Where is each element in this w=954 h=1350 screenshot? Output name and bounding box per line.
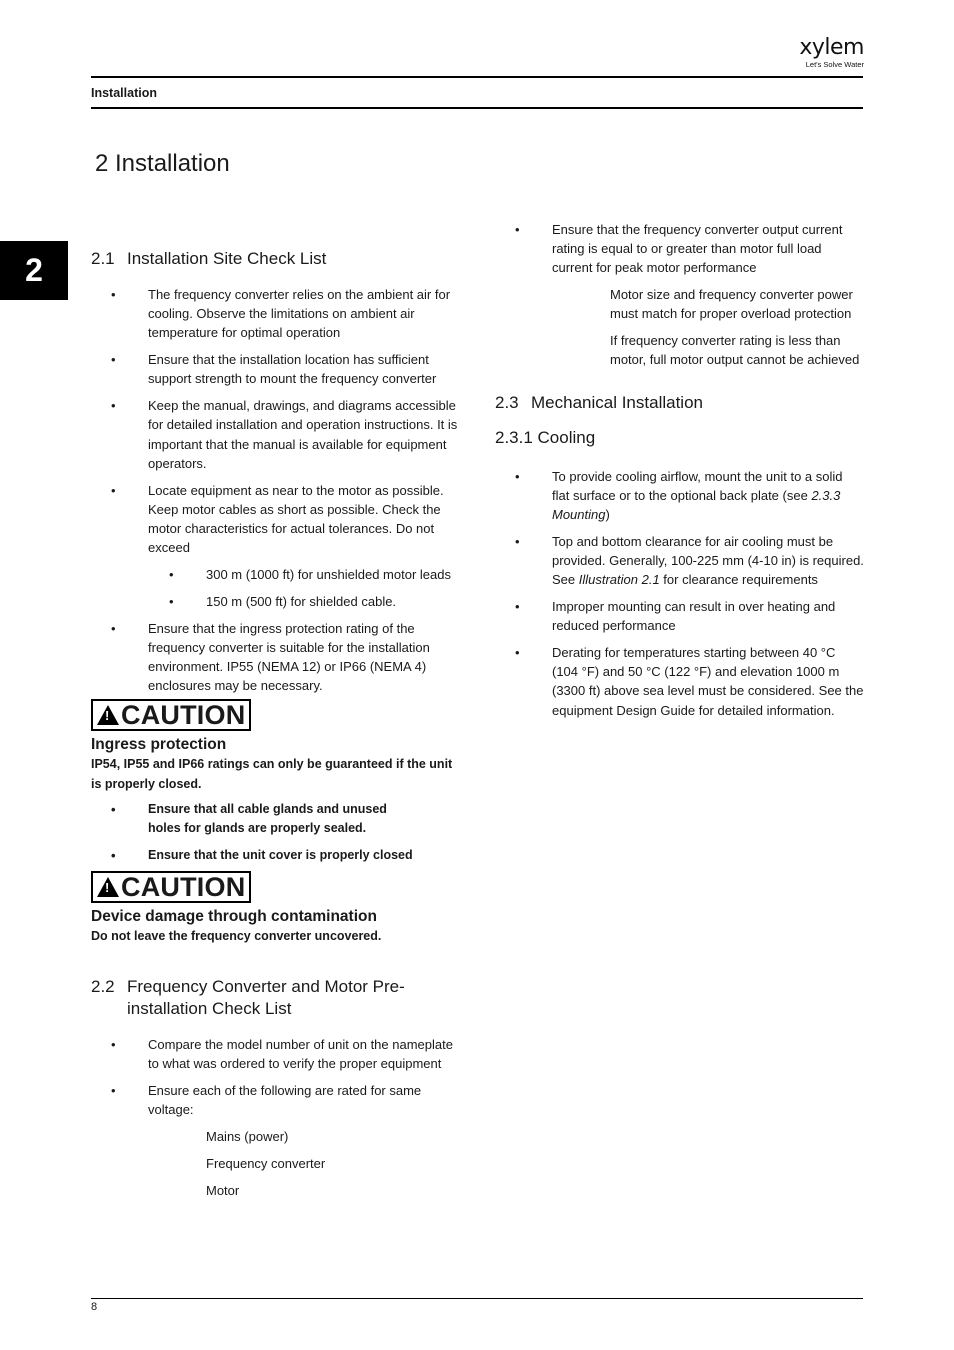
header-rule-bottom — [91, 107, 863, 109]
caution-label — [91, 871, 251, 903]
section-2-2-heading — [91, 976, 459, 1020]
voltage-item: Mains (power) — [206, 1129, 289, 1145]
caution-text: Do not leave the frequency converter uncovered. — [91, 929, 382, 944]
section-number: 2.3 — [495, 392, 519, 412]
note-item: If frequency converter rating is less than motor, full motor output cannot be achieved — [610, 333, 860, 368]
list-item: • Locate equipment as near to the motor as possible. Keep motor cables as short as possible. Check the motor characteristics for actual tolerances. Do not exceed — [91, 481, 459, 558]
list-item: • Ensure that the unit cover is properly closed — [91, 846, 459, 865]
caution-heading: Device damage through contamination — [91, 908, 377, 926]
list-item: • Ensure that the ingress protection rating of the frequency converter is suitable for the installation environment. IP55 (NEMA 12) or IP66 (NEMA 4) enclosures may be necessary. — [91, 619, 459, 696]
subsection-2-3-1-heading: 2.3.1 Cooling — [495, 427, 596, 447]
list-item: • 300 m (1000 ft) for unshielded motor leads — [91, 565, 459, 584]
cross-reference[interactable]: 2.3.3 Mounting — [552, 487, 841, 523]
list-item: • Top and bottom clearance for air cooling must be provided. Generally, 100-225 mm (4-10 in) is required. See Illustration 2.1 for clearance requirements — [495, 532, 865, 590]
cable-length-list — [91, 565, 459, 611]
caution-label — [91, 699, 251, 731]
caution-heading: Ingress protection — [91, 736, 227, 754]
running-header: Installation — [91, 86, 157, 100]
list-item: • Derating for temperatures starting between 40 °C (104 °F) and 50 °C (122 °F) and elevation 1000 m (3300 ft) above sea level must be considered. See the equipment Design Guide for detailed information. — [495, 643, 865, 720]
note-item: Motor size and frequency converter power must match for proper overload protection — [610, 287, 853, 322]
header-rule-top — [91, 76, 863, 78]
voltage-item: Frequency converter — [206, 1156, 326, 1172]
section-title: Mechanical Installation — [531, 392, 703, 412]
list-item: • Improper mounting can result in over heating and reduced performance — [495, 597, 865, 635]
section-title: Frequency Converter and Motor Pre-installation Check List — [127, 977, 405, 1019]
voltage-item: Motor — [206, 1182, 240, 1198]
chapter-title: 2 Installation — [95, 150, 230, 177]
section-title: Installation Site Check List — [127, 249, 327, 268]
warning-triangle-icon: ! — [97, 705, 119, 725]
list-item: • Ensure that all cable glands and unused holes for glands are properly sealed. — [91, 800, 459, 838]
logo-word: xylem — [799, 35, 864, 60]
right-column — [495, 220, 865, 727]
list-item: • 150 m (500 ft) for shielded cable. — [91, 592, 459, 611]
caution-list — [91, 800, 459, 865]
list-item: • Compare the model number of unit on the nameplate to what was ordered to verify the proper equipment — [91, 1035, 459, 1073]
site-check-list-continued — [91, 619, 459, 696]
chapter-tab: 2 — [0, 241, 68, 300]
caution-word: CAUTION — [121, 872, 246, 903]
caution-word: CAUTION — [121, 700, 246, 731]
list-item: • Keep the manual, drawings, and diagrams accessible for detailed installation and operation instructions. It is important that the manual is available for equipment operators. — [91, 396, 459, 473]
warning-triangle-icon: ! — [97, 877, 119, 897]
logo-tagline: Let's Solve Water — [805, 60, 864, 69]
list-item: • To provide cooling airflow, mount the unit to a solid flat surface or to the optional back plate (see 2.3.3 Mounting) — [495, 467, 865, 525]
section-2-1-heading — [91, 248, 459, 270]
page-number: 8 — [91, 1301, 98, 1313]
xylem-logo — [799, 36, 864, 69]
cooling-list — [495, 467, 865, 720]
section-number: 2.1 — [91, 249, 115, 268]
cross-reference[interactable]: Illustration 2.1 — [578, 572, 660, 588]
list-item: • The frequency converter relies on the ambient air for cooling. Observe the limitations on ambient air temperature for optimal operation — [91, 285, 459, 343]
left-column — [91, 248, 459, 1208]
site-check-list — [91, 285, 459, 557]
caution-text: IP54, IP55 and IP66 ratings can only be guaranteed if the unit is properly closed. — [91, 757, 453, 791]
pre-installation-list — [91, 1035, 459, 1119]
list-item: • Ensure each of the following are rated for same voltage: — [91, 1081, 459, 1119]
pre-installation-list-continued — [495, 220, 865, 278]
section-number: 2.2 — [91, 977, 115, 997]
list-item: • Ensure that the installation location has sufficient support strength to mount the frequency converter — [91, 350, 459, 388]
list-item: • Ensure that the frequency converter output current rating is equal to or greater than motor full load current for peak motor performance — [495, 220, 865, 278]
footer-rule — [91, 1298, 863, 1299]
section-2-3-heading — [495, 392, 865, 414]
